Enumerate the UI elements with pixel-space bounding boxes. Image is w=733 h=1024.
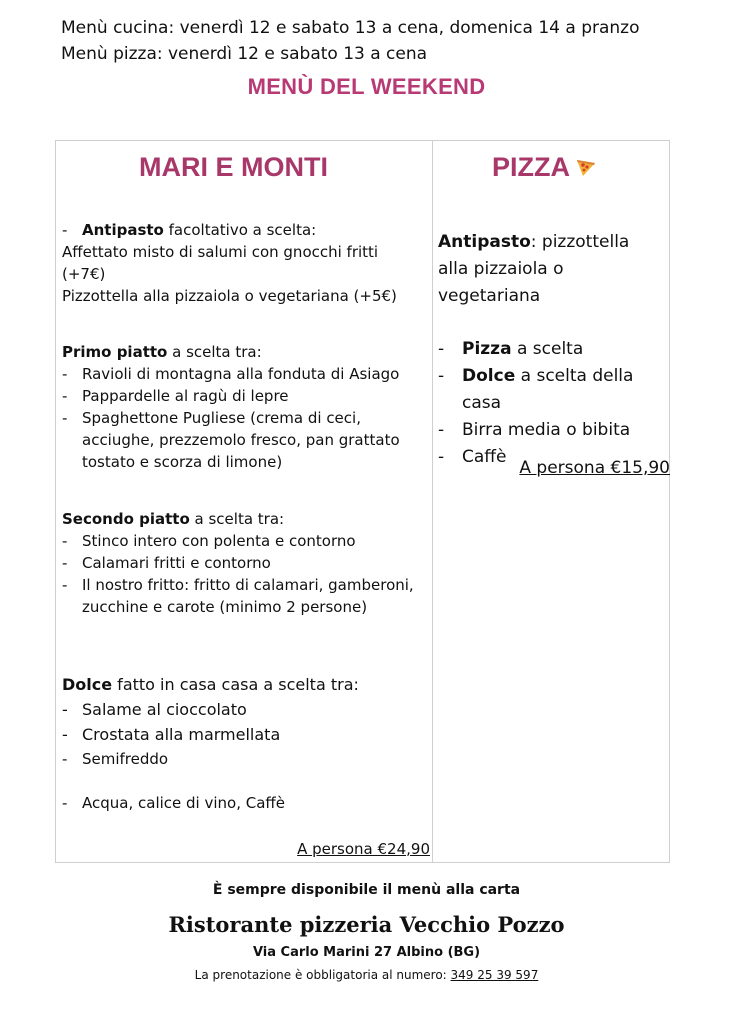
list-item: - Crostata alla marmellata bbox=[62, 722, 430, 747]
drinks-item: - Acqua, calice di vino, Caffè bbox=[62, 792, 422, 814]
primo-heading bbox=[62, 341, 430, 363]
primo-label: Primo piatto bbox=[62, 343, 168, 361]
list-item: - Pappardelle al ragù di lepre bbox=[62, 385, 430, 407]
antipasto-line: Pizzottella alla pizzaiola o vegetariana (+5€) bbox=[62, 287, 397, 305]
list-item: - Calamari fritti e contorno bbox=[62, 552, 430, 574]
schedule-pizza: Menù pizza: venerdì 12 e sabato 13 a cena bbox=[61, 44, 428, 64]
list-item-text: a scelta bbox=[511, 339, 584, 359]
secondo-suffix: a scelta tra: bbox=[189, 510, 285, 528]
pizza-slice-icon bbox=[576, 153, 596, 184]
menu-note: È sempre disponibile il menù alla carta bbox=[212, 882, 521, 898]
list-item: - Il nostro fritto: fritto di calamari, gamberoni, zucchine e carote (minimo 2 persone) bbox=[62, 574, 430, 618]
menu-table bbox=[55, 140, 670, 863]
list-item: - Salame al cioccolato bbox=[62, 697, 430, 722]
antipasto-suffix: facoltativo a scelta: bbox=[163, 221, 317, 239]
address: Via Carlo Marini 27 Albino (BG) bbox=[252, 945, 481, 960]
list-item: - Birra media o bibita bbox=[438, 417, 660, 444]
primo-section bbox=[62, 341, 430, 473]
dolce-heading bbox=[62, 672, 430, 697]
pizza-title bbox=[492, 152, 596, 184]
column-divider bbox=[432, 141, 433, 862]
mari-monti-column bbox=[62, 219, 430, 858]
phone-number: 349 25 39 597 bbox=[450, 968, 539, 982]
secondo-label: Secondo piatto bbox=[62, 510, 190, 528]
antipasto-heading bbox=[62, 219, 430, 241]
page-title: MENÙ DEL WEEKEND bbox=[247, 74, 486, 99]
antipasto-section bbox=[62, 219, 430, 307]
list-item bbox=[438, 336, 660, 363]
mari-monti-title: MARI E MONTI bbox=[139, 152, 328, 182]
pizza-antipasto-label: Antipasto bbox=[438, 232, 531, 252]
list-item: - Semifreddo bbox=[62, 747, 430, 772]
list-item: - Spaghettone Pugliese (crema di ceci, acciughe, prezzemolo fresco, pan grattato tostato e scorza di limone) bbox=[62, 407, 412, 473]
list-item-text: a scelta della casa bbox=[462, 366, 634, 413]
antipasto-label: Antipasto bbox=[82, 221, 164, 239]
pizza-price: A persona €15,90 bbox=[519, 458, 670, 478]
pizza-antipasto bbox=[438, 229, 660, 310]
schedule-kitchen: Menù cucina: venerdì 12 e sabato 13 a cena, domenica 14 a pranzo bbox=[61, 18, 640, 38]
restaurant-name: Ristorante pizzeria Vecchio Pozzo bbox=[168, 912, 565, 937]
list-item-bold: Pizza bbox=[462, 339, 512, 359]
list-item: - Ravioli di montagna alla fonduta di Asiago bbox=[62, 363, 430, 385]
dolce-section bbox=[62, 672, 430, 772]
antipasto-line: (+7€) bbox=[62, 265, 106, 283]
list-item: - Caffè bbox=[438, 444, 660, 471]
list-item-bold: Dolce bbox=[462, 366, 516, 386]
pizza-list bbox=[438, 336, 660, 471]
mari-monti-price: A persona €24,90 bbox=[297, 840, 430, 858]
primo-suffix: a scelta tra: bbox=[167, 343, 262, 361]
dolce-label: Dolce bbox=[62, 675, 113, 694]
pizza-title-text: PIZZA bbox=[492, 152, 570, 182]
booking-note bbox=[0, 968, 733, 982]
list-item bbox=[438, 363, 652, 417]
secondo-section bbox=[62, 508, 430, 618]
pizza-antipasto-text: : pizzottella alla pizzaiola o vegetariana bbox=[438, 232, 630, 306]
list-item: - Stinco intero con polenta e contorno bbox=[62, 530, 430, 552]
dolce-suffix: fatto in casa casa a scelta tra: bbox=[112, 675, 359, 694]
antipasto-line: Affettato misto di salumi con gnocchi fritti bbox=[62, 243, 379, 261]
secondo-heading bbox=[62, 508, 430, 530]
booking-text: La prenotazione è obbligatoria al numero: bbox=[194, 968, 451, 982]
